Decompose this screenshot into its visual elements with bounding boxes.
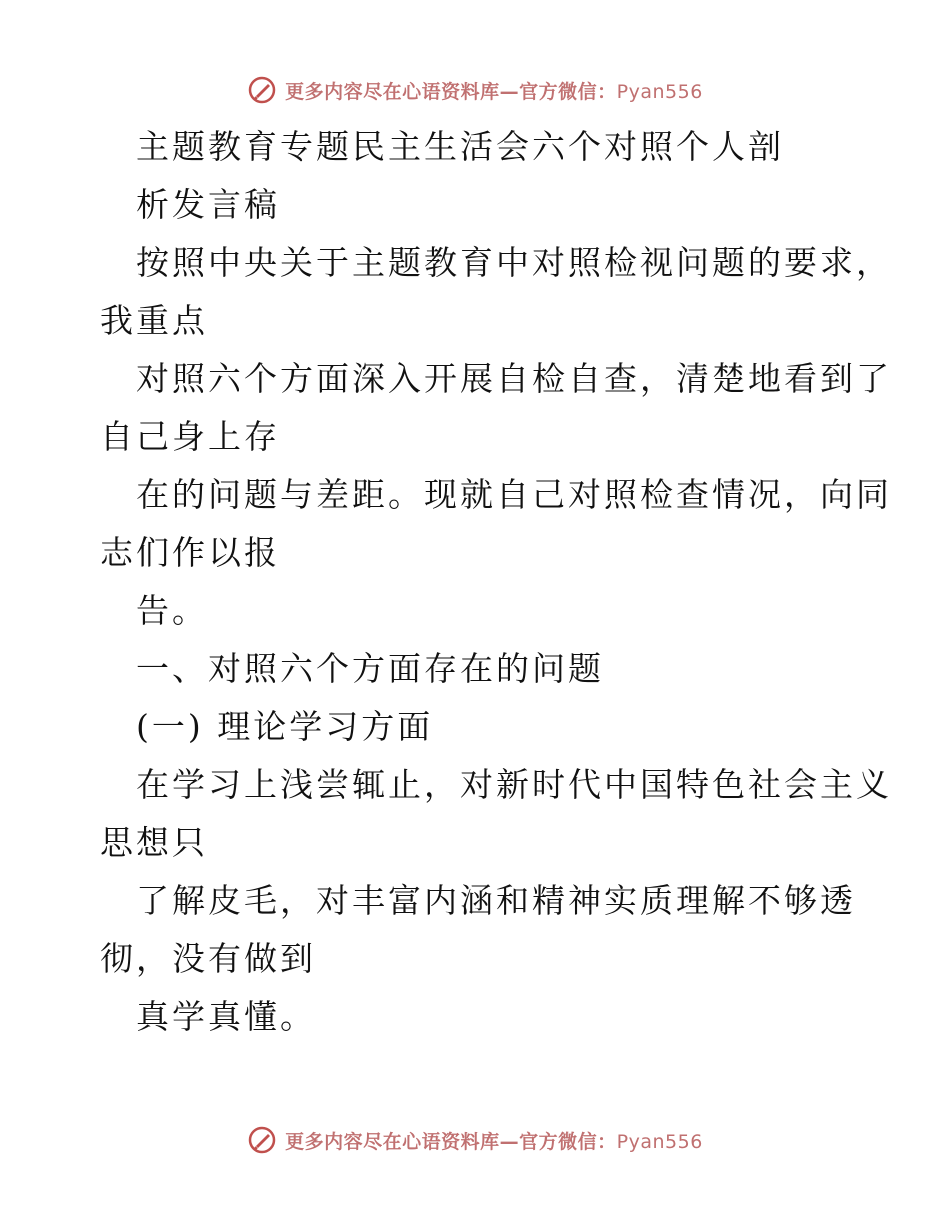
footer-watermark: [0, 1120, 950, 1160]
paragraph-line: 自己身上存: [100, 417, 280, 456]
header-watermark: [0, 70, 950, 110]
paragraph-line: 真学真懂。: [136, 997, 316, 1036]
quill-logo-icon: [247, 75, 277, 105]
title-line-1: 主题教育专题民主生活会六个对照个人剖: [136, 127, 784, 166]
watermark-text: 更多内容尽在心语资料库—官方微信：Pyan556: [285, 1130, 703, 1153]
paragraph-line: 志们作以报: [100, 533, 280, 572]
paragraph-line: 在学习上浅尝辄止，对新时代中国特色社会主义: [136, 765, 892, 804]
title-line-2: 析发言稿: [136, 185, 280, 224]
document-body: [100, 118, 892, 1046]
quill-logo-icon: [247, 1125, 277, 1155]
watermark-id: Pyan556: [616, 1130, 703, 1153]
paragraph-line: 按照中央关于主题教育中对照检视问题的要求，: [136, 243, 892, 282]
subsection-heading: (一) 理论学习方面: [136, 707, 434, 746]
section-heading: 一、对照六个方面存在的问题: [136, 649, 604, 688]
paragraph-line: 告。: [136, 591, 208, 630]
paragraph-line: 思想只: [100, 823, 208, 862]
paragraph-line: 彻，没有做到: [100, 939, 316, 978]
paragraph-line: 对照六个方面深入开展自检自查，清楚地看到了: [136, 359, 892, 398]
watermark-text: 更多内容尽在心语资料库—官方微信：Pyan556: [285, 80, 703, 103]
paragraph-line: 了解皮毛，对丰富内涵和精神实质理解不够透: [136, 881, 856, 920]
paragraph-line: 我重点: [100, 301, 208, 340]
watermark-id: Pyan556: [616, 80, 703, 103]
paragraph-line: 在的问题与差距。现就自己对照检查情况，向同: [136, 475, 892, 514]
